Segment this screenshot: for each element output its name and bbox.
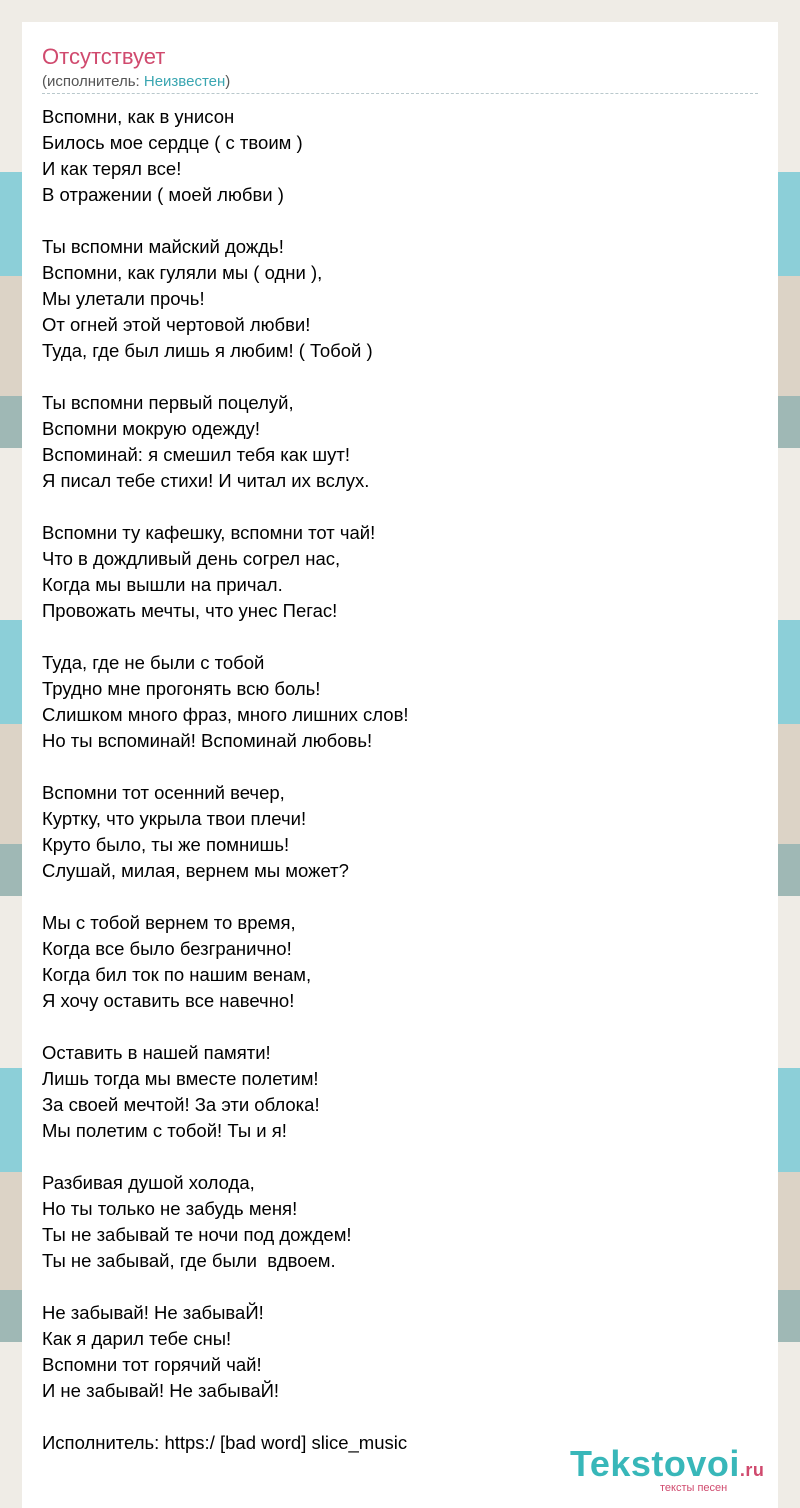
lyric-line: Лишь тогда мы вместе полетим! (42, 1068, 319, 1089)
performer-close: ) (225, 73, 231, 90)
lyrics-stanza (42, 780, 758, 884)
lyrics-text (42, 104, 758, 1430)
performer-line (42, 73, 230, 91)
performer-footer: Исполнитель: https:/ [bad word] slice_music (42, 1432, 408, 1453)
site-logo[interactable] (570, 1442, 780, 1508)
lyric-line: Слишком много фраз, много лишних слов! (42, 704, 409, 725)
song-title: Отсутствует (42, 44, 166, 69)
lyric-line: Мы полетим с тобой! Ты и я! (42, 1120, 287, 1141)
lyrics-stanza (42, 520, 758, 624)
lyric-line: Слушай, милая, вернем мы может? (42, 860, 349, 881)
lyrics-stanza (42, 1170, 758, 1274)
lyric-line: Я писал тебе стихи! И читал их вслух. (42, 470, 370, 491)
lyric-line: Но ты только не забудь меня! (42, 1198, 298, 1219)
lyric-line: Вспомни мокрую одежду! (42, 418, 261, 439)
lyric-line: Мы улетали прочь! (42, 288, 205, 309)
lyric-line: Когда бил ток по нашим венам, (42, 964, 312, 985)
lyric-line: Туда, где был лишь я любим! ( Тобой ) (42, 340, 373, 361)
lyric-line: Ты вспомни первый поцелуй, (42, 392, 294, 413)
title-divider (42, 93, 758, 94)
lyrics-stanza (42, 390, 758, 494)
lyric-line: Вспомни, как в унисон (42, 106, 235, 127)
lyrics-stanza (42, 650, 758, 754)
lyrics-stanza (42, 104, 758, 208)
lyrics-card (22, 22, 778, 1508)
lyric-line: От огней этой чертовой любви! (42, 314, 311, 335)
lyric-line: Мы с тобой вернем то время, (42, 912, 296, 933)
lyric-line: Я хочу оставить все навечно! (42, 990, 295, 1011)
lyrics-stanza (42, 1300, 758, 1404)
lyric-line: Когда все было безгранично! (42, 938, 292, 959)
logo-tagline: тексты песен (660, 1482, 728, 1494)
lyric-line: И не забывай! Не забываЙ! (42, 1380, 280, 1401)
lyric-line: Но ты вспоминай! Вспоминай любовь! (42, 730, 373, 751)
lyric-line: Оставить в нашей памяти! (42, 1042, 271, 1063)
lyric-line: Не забывай! Не забываЙ! (42, 1302, 264, 1323)
lyric-line: Когда мы вышли на причал. (42, 574, 283, 595)
lyric-line: В отражении ( моей любви ) (42, 184, 284, 205)
lyric-line: Ты не забывай, где были вдвоем. (42, 1250, 336, 1271)
lyric-line: За своей мечтой! За эти облока! (42, 1094, 320, 1115)
lyric-line: Вспомни, как гуляли мы ( одни ), (42, 262, 323, 283)
logo-tld: .ru (739, 1460, 765, 1480)
lyric-line: Что в дождливый день согрел нас, (42, 548, 341, 569)
lyric-line: Ты не забывай те ночи под дождем! (42, 1224, 352, 1245)
lyric-line: Провожать мечты, что унес Пегас! (42, 600, 338, 621)
lyric-line: Туда, где не были с тобой (42, 652, 265, 673)
lyric-line: Вспоминай: я смешил тебя как шут! (42, 444, 351, 465)
lyric-line: Трудно мне прогонять всю боль! (42, 678, 321, 699)
logo-name: Tekstovoi (570, 1443, 740, 1484)
lyric-line: Ты вспомни майский дождь! (42, 236, 284, 257)
lyric-line: Билось мое сердце ( с твоим ) (42, 132, 303, 153)
lyric-line: Вспомни тот горячий чай! (42, 1354, 262, 1375)
lyric-line: Вспомни ту кафешку, вспомни тот чай! (42, 522, 376, 543)
lyric-line: Вспомни тот осенний вечер, (42, 782, 285, 803)
lyric-line: Разбивая душой холода, (42, 1172, 255, 1193)
lyrics-stanza (42, 910, 758, 1014)
lyric-line: И как терял все! (42, 158, 182, 179)
lyric-line: Круто было, ты же помнишь! (42, 834, 290, 855)
lyric-line: Куртку, что укрыла твои плечи! (42, 808, 307, 829)
performer-label: (исполнитель: (42, 73, 144, 90)
lyric-line: Как я дарил тебе сны! (42, 1328, 232, 1349)
lyrics-stanza (42, 234, 758, 364)
lyrics-stanza (42, 1040, 758, 1144)
performer-link[interactable]: Неизвестен (143, 73, 226, 90)
